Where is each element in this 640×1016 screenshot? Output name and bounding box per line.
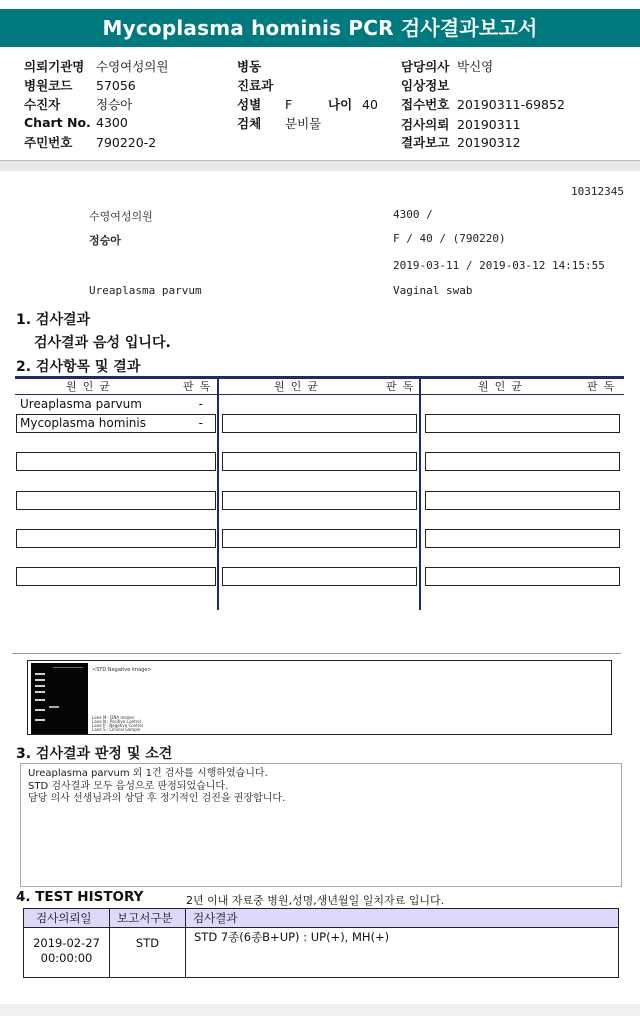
- print-organism: Ureaplasma parvum: [89, 284, 202, 297]
- result-row-empty: [16, 491, 216, 510]
- doc-number: 10312345: [571, 185, 624, 198]
- header-receipt: 접수번호 20190311-69852: [401, 97, 565, 112]
- history-date-value: 2019-02-27: [33, 936, 100, 950]
- gel-image-box: [27, 660, 612, 735]
- result-row-empty: [425, 452, 620, 471]
- section1-summary: 검사결과 음성 입니다.: [34, 335, 171, 351]
- result-row: [16, 414, 216, 433]
- report-title: Mycoplasma hominis PCR 검사결과보고서: [0, 9, 640, 47]
- opinion-line: Ureaplasma parvum 외 1건 검사를 시행하였습니다.: [28, 768, 268, 779]
- print-dates: 2019-03-11 / 2019-03-12 14:15:55: [393, 259, 605, 272]
- header-chart: Chart No. 4300: [24, 115, 128, 130]
- opinion-line: 담당 의사 선생님과의 상담 후 정기적인 검진을 권장합니다.: [28, 793, 286, 804]
- history-header-row: [24, 909, 618, 928]
- section2-title: 2. 검사항목 및 결과: [16, 359, 141, 375]
- gel-legend-m: Lane M : DNA marker: [92, 715, 135, 720]
- header-ward: 병동: [237, 59, 262, 74]
- col-organism-2: 원인균: [274, 380, 324, 393]
- result-row-empty: [425, 529, 620, 548]
- header-id: 주민번호 790220-2: [24, 135, 157, 150]
- header-doctor: 담당의사 박신영: [401, 59, 494, 74]
- result-row-empty: [222, 491, 417, 510]
- history-result: STD 7종(6종B+UP) : UP(+), MH(+): [194, 930, 390, 944]
- header-clinical: 임상정보: [401, 78, 450, 93]
- gel-legend-s: Lane S : Clinical Sample: [92, 727, 141, 732]
- opinion-box: [20, 763, 622, 887]
- gel-electrophoresis-image: [31, 663, 88, 734]
- col-organism-3: 원인균: [478, 380, 528, 393]
- section1-title: 1. 검사결과: [16, 312, 91, 328]
- result-row-empty: [222, 452, 417, 471]
- history-col-date: 검사의뢰일: [36, 911, 92, 925]
- result-organism: Ureaplasma parvum: [20, 397, 142, 411]
- result-organism: Mycoplasma hominis: [20, 416, 146, 430]
- gel-legend-p: Lane P : Negative Control: [92, 723, 143, 728]
- print-hospital: 수영여성의원: [89, 210, 153, 223]
- print-patient: 정승아: [89, 234, 121, 247]
- col-judgment-3: 판독: [587, 380, 621, 393]
- gel-caption: <STD Negative image>: [92, 667, 152, 673]
- result-row-empty: [222, 414, 417, 433]
- history-date: [24, 936, 109, 966]
- history-note: 2년 이내 자료중 병원,성명,생년월일 일치자료 입니다.: [186, 894, 445, 907]
- header-request: 검사의뢰 20190311: [401, 117, 521, 132]
- history-col-result: 검사결과: [193, 911, 238, 925]
- result-row-empty: [222, 529, 417, 548]
- opinion-line: STD 검사결과 모두 음성으로 판정되었습니다.: [28, 780, 229, 792]
- results-divider-2: [419, 376, 421, 610]
- print-sex-age: F / 40 / (790220): [393, 232, 506, 245]
- header-patient: 수진자 정승아: [24, 97, 133, 112]
- results-divider-1: [217, 376, 219, 610]
- gel-legend-n: Lane N : Positive Control: [92, 719, 141, 724]
- history-type: STD: [135, 936, 160, 950]
- col-judgment-2: 판독: [386, 380, 420, 393]
- header-age: 나이 40: [328, 97, 378, 112]
- history-time-value: 00:00:00: [40, 951, 93, 965]
- col-organism-1: 원인균: [66, 380, 116, 393]
- header-report: 결과보고 20190312: [401, 135, 521, 150]
- print-chart: 4300 /: [393, 208, 433, 221]
- footer-band: [0, 1004, 640, 1016]
- history-col-type: 보고서구분: [117, 911, 173, 925]
- header-code: 병원코드 57056: [24, 78, 136, 93]
- header-specimen: 검체 분비물: [237, 116, 322, 131]
- section3-title: 3. 검사결과 판정 및 소견: [16, 746, 173, 762]
- gel-divider: [12, 653, 621, 654]
- result-row-empty: [222, 567, 417, 586]
- result-row-empty: [16, 452, 216, 471]
- history-divider-2: [185, 909, 186, 977]
- print-specimen: Vaginal swab: [393, 284, 473, 297]
- history-title: 4. TEST HISTORY: [16, 889, 144, 905]
- col-judgment-1: 판독: [183, 380, 217, 393]
- result-row-empty: [16, 567, 216, 586]
- result-row-empty: [425, 414, 620, 433]
- result-judgment: -: [198, 397, 203, 411]
- result-row-empty: [425, 567, 620, 586]
- header-sex: 성별 F: [237, 97, 293, 112]
- result-judgment: -: [198, 416, 203, 430]
- history-table: [23, 908, 619, 978]
- header-band: [0, 161, 640, 171]
- header-dept: 진료과: [237, 78, 274, 93]
- result-row-empty: [425, 491, 620, 510]
- result-row: [16, 395, 216, 414]
- result-row-empty: [16, 529, 216, 548]
- header-hospital: 의뢰기관명 수영여성의원: [24, 59, 169, 74]
